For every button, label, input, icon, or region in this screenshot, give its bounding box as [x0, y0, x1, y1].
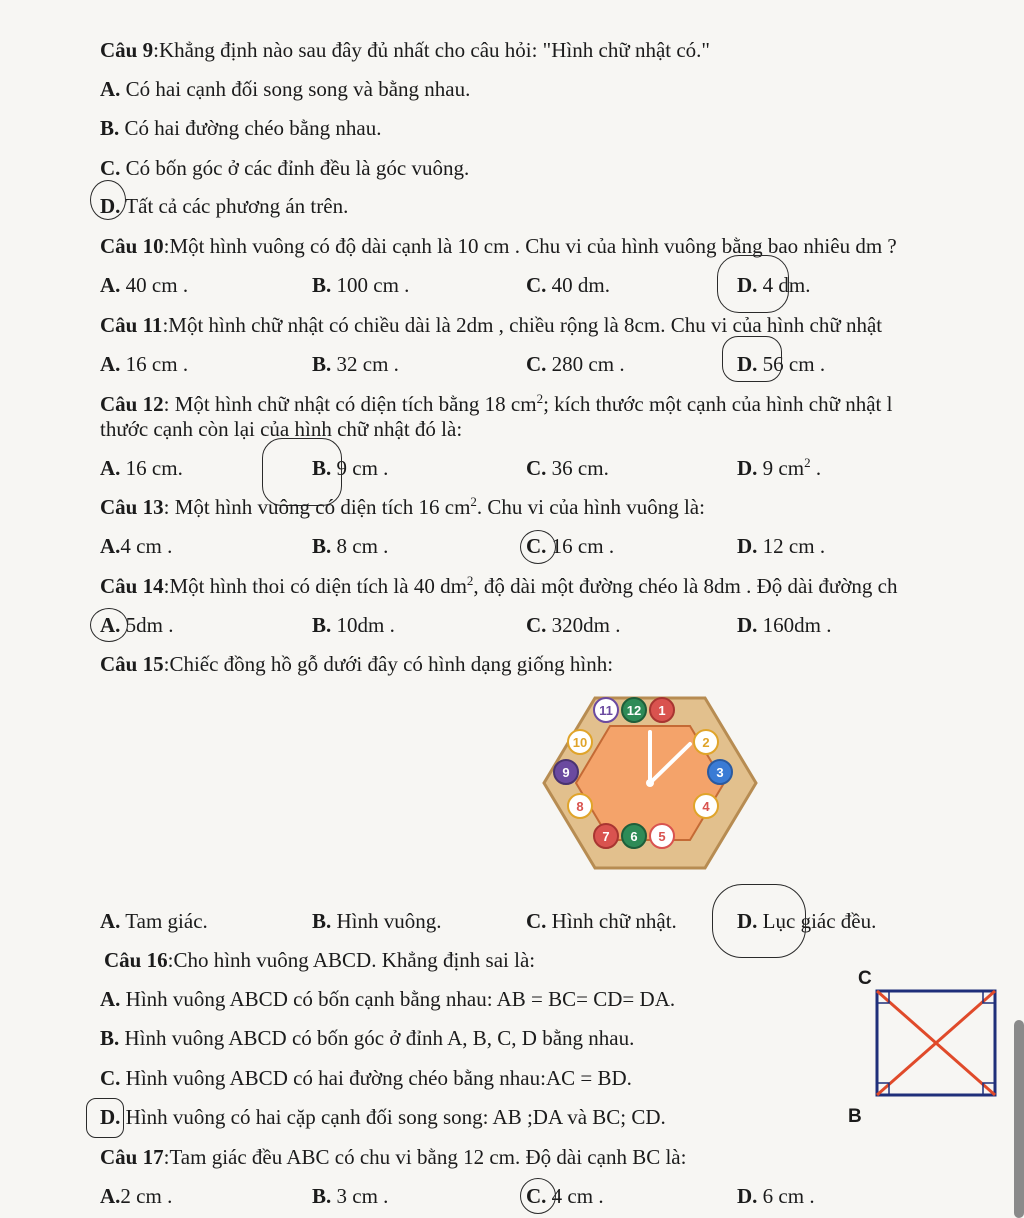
q13-option-b[interactable]: B. 8 cm .	[312, 534, 389, 558]
q14-option-a[interactable]: A. 5dm .	[100, 613, 174, 637]
q15-option-c[interactable]: C. Hình chữ nhật.	[526, 909, 677, 933]
q11-stem: Câu 11:Một hình chữ nhật có chiều dài là 2dm , chiều rộng là 8cm. Chu vi của hình chữ nhật	[100, 313, 883, 337]
q12-stem-line2: thước cạnh còn lại của hình chữ nhật đó là:	[100, 417, 463, 441]
q16-option-d[interactable]: D. Hình vuông có hai cặp cạnh đối song song: AB ;DA và BC; CD.	[100, 1105, 666, 1129]
q17-option-b[interactable]: B. 3 cm .	[312, 1184, 389, 1208]
q15-option-a[interactable]: A. Tam giác.	[100, 909, 208, 933]
clock-number-12: 12	[626, 703, 642, 718]
q9-option-d[interactable]: D. Tất cả các phương án trên.	[100, 194, 349, 218]
q10-option-d[interactable]: D. 4 dm.	[737, 273, 811, 297]
q10-option-c[interactable]: C. 40 dm.	[526, 273, 611, 297]
clock-number-11: 11	[599, 703, 613, 718]
q16-option-a[interactable]: A. Hình vuông ABCD có bốn cạnh bằng nhau: AB = BC= CD= DA.	[100, 987, 676, 1011]
q14-option-d[interactable]: D. 160dm .	[737, 613, 832, 637]
clock-number-1: 1	[658, 703, 666, 718]
clock-number-10: 10	[572, 735, 588, 750]
q10-stem: Câu 10:Một hình vuông có độ dài cạnh là 10 cm . Chu vi của hình vuông bằng bao nhiêu dm ?	[100, 234, 897, 258]
q10-option-b[interactable]: B. 100 cm .	[312, 273, 410, 297]
square-vertex-c-label: C	[858, 968, 872, 989]
q13-answer-mark	[520, 530, 556, 564]
q12-option-c[interactable]: C. 36 cm.	[526, 456, 609, 480]
q9-option-a[interactable]: A. Có hai cạnh đối song song và bằng nhau.	[100, 77, 471, 101]
q16-option-c[interactable]: C. Hình vuông ABCD có hai đường chéo bằng nhau:AC = BD.	[100, 1066, 632, 1090]
q13-stem: Câu 13: Một hình vuông có diện tích 16 $cm^2$. Chu vi của hình vuông là:	[100, 494, 705, 519]
clock-number-6: 6	[630, 829, 638, 844]
q15-answer-mark	[712, 884, 806, 958]
q9-option-c[interactable]: C. Có bốn góc ở các đỉnh đều là góc vuông.	[100, 156, 470, 180]
q16-stem: Câu 16:Cho hình vuông ABCD. Khẳng định sai là:	[104, 948, 536, 972]
q11-option-d[interactable]: D. 56 cm .	[737, 352, 826, 376]
q15-stem: Câu 15:Chiếc đồng hồ gỗ dưới đây có hình dạng giống hình:	[100, 652, 614, 676]
clock-number-2: 2	[702, 735, 710, 750]
q15-option-d[interactable]: D. Lục giác đều.	[737, 909, 877, 933]
q13-option-c[interactable]: C. 16 cm .	[526, 534, 615, 558]
clock-number-7: 7	[602, 829, 610, 844]
q16-option-b[interactable]: B. Hình vuông ABCD có bốn góc ở đỉnh A, B, C, D bằng nhau.	[100, 1026, 635, 1050]
q14-option-c[interactable]: C. 320dm .	[526, 613, 621, 637]
q10-answer-mark	[717, 255, 789, 313]
square-abcd-figure	[872, 986, 1002, 1106]
q11-option-a[interactable]: A. 16 cm .	[100, 352, 189, 376]
q11-option-b[interactable]: B. 32 cm .	[312, 352, 399, 376]
clock-center	[646, 779, 654, 787]
q16-answer-mark	[86, 1098, 124, 1138]
clock-number-3: 3	[716, 765, 724, 780]
q12-option-d[interactable]: D. 9 $cm^2$ .	[737, 455, 822, 480]
q11-answer-mark	[722, 336, 782, 382]
q9-stem: Câu 9:Khẳng định nào sau đây đủ nhất cho câu hỏi: "Hình chữ nhật có."	[100, 38, 711, 62]
q12-option-a[interactable]: A. 16 cm.	[100, 456, 183, 480]
wooden-clock-image	[540, 690, 760, 876]
q12-stem-line1: Câu 12: Một hình chữ nhật có diện tích bằng 18 $cm^2$; kích thước một cạnh của hình chữ nhật l	[100, 391, 893, 416]
clock-number-4: 4	[702, 799, 710, 814]
square-vertex-b-label: B	[848, 1106, 862, 1127]
clock-number-5: 5	[658, 829, 666, 844]
q9-answer-mark	[90, 180, 126, 220]
q13-option-d[interactable]: D. 12 cm .	[737, 534, 826, 558]
q17-answer-mark	[520, 1178, 556, 1214]
q11-option-c[interactable]: C. 280 cm .	[526, 352, 625, 376]
q17-option-a[interactable]: A.2 cm .	[100, 1184, 173, 1208]
q17-stem: Câu 17:Tam giác đều ABC có chu vi bằng 12 cm. Độ dài cạnh BC là:	[100, 1145, 687, 1169]
q17-option-c[interactable]: C. 4 cm .	[526, 1184, 604, 1208]
q12-option-b[interactable]: B. 9 cm .	[312, 456, 389, 480]
q15-option-b[interactable]: B. Hình vuông.	[312, 909, 442, 933]
q14-answer-mark	[90, 608, 128, 642]
clock-number-9: 9	[562, 765, 570, 780]
q17-option-d[interactable]: D. 6 cm .	[737, 1184, 815, 1208]
q10-option-a[interactable]: A. 40 cm .	[100, 273, 189, 297]
scrollbar[interactable]	[1014, 1020, 1024, 1218]
q14-stem: Câu 14:Một hình thoi có diện tích là 40 $dm^2$, độ dài một đường chéo là 8dm . Độ dài đường ch	[100, 573, 898, 598]
q9-option-b[interactable]: B. Có hai đường chéo bằng nhau.	[100, 116, 382, 140]
clock-number-8: 8	[576, 799, 584, 814]
q13-option-a[interactable]: A.4 cm .	[100, 534, 173, 558]
q14-option-b[interactable]: B. 10dm .	[312, 613, 395, 637]
